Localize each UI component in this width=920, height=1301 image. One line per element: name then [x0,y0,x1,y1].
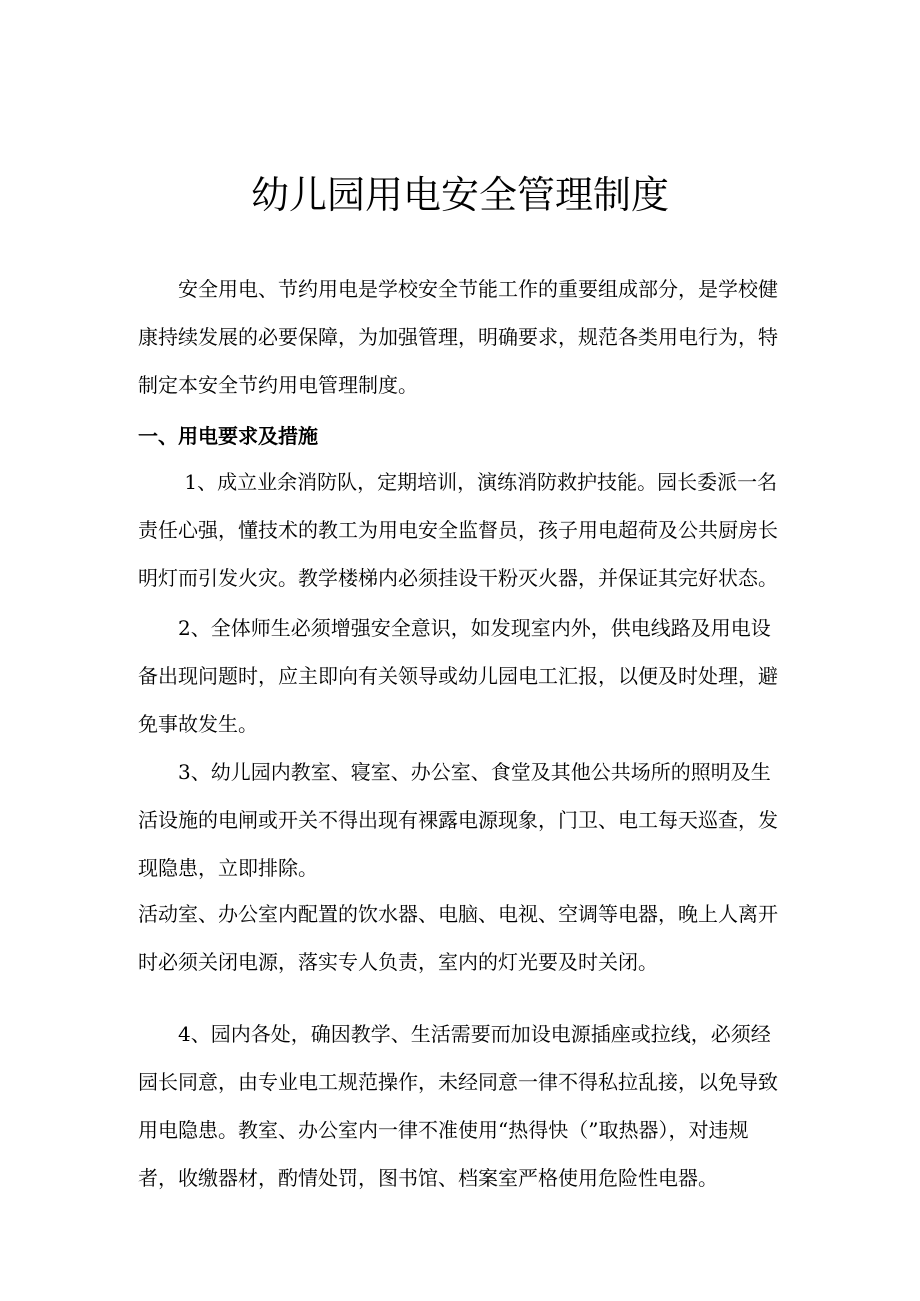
paragraph-line: 3、幼儿园内教室、寝室、办公室、食堂及其他公共场所的照明及生 [138,760,771,784]
paragraph-line: 活设施的电闸或开关不得出现有裸露电源现象，门卫、电工每天巡查，发 [138,808,778,832]
paragraph-line: 免事故发生。 [138,712,258,736]
paragraph-line: 安全用电、节约用电是学校安全节能工作的重要组成部分，是学校健 [138,277,778,301]
paragraph-line: 备出现问题时，应主即向有关领导或幼儿园电工汇报，以便及时处理，避 [138,664,778,688]
paragraph-line: 2、全体师生必须增强安全意识，如发现室内外，供电线路及用电设 [138,616,771,640]
intro-paragraph [138,265,788,409]
paragraph-line: 用电隐患。教室、办公室内一律不准使用“热得快（”取热器），对违规 [138,1118,749,1142]
paragraph-line: 时必须关闭电源，落实专人负责，室内的灯光要及时关闭。 [138,950,658,974]
paragraph-line: 活动室、办公室内配置的饮水器、电脑、电视、空调等电器，晚上人离开 [138,902,778,926]
item-3-paragraph [138,748,788,892]
item-1-paragraph [138,458,788,602]
paragraph-line: 制定本安全节约用电管理制度。 [138,373,418,397]
item-2-paragraph [138,604,788,748]
page-title: 幼儿园用电安全管理制度 [250,173,669,217]
paragraph-line: 1、成立业余消防队，定期培训，演练消防救护技能。园长委派一名 [138,470,778,494]
paragraph-line: 康持续发展的必要保障，为加强管理，明确要求，规范各类用电行为，特 [138,325,778,349]
paragraph-line: 明灯而引发火灾。教学楼梯内必须挂设干粉灭火器，并保证其完好状态。 [138,566,778,590]
paragraph-line: 4、园内各处，确因教学、生活需要而加设电源插座或拉线，必须经 [138,1022,771,1046]
paragraph-line: 责任心强，懂技术的教工为用电安全监督员，孩子用电超荷及公共厨房长 [138,518,778,542]
paragraph-line: 园长同意，由专业电工规范操作，未经同意一律不得私拉乱接，以免导致 [138,1070,778,1094]
paragraph-line: 现隐患，立即排除。 [138,856,318,880]
item-4-paragraph [138,1010,788,1202]
paragraph-line: 者，收缴器材，酌情处罚，图书馆、档案室严格使用危险性电器。 [138,1166,718,1190]
item-3-continuation [138,890,788,986]
section-heading: 一、用电要求及措施 [138,424,318,448]
